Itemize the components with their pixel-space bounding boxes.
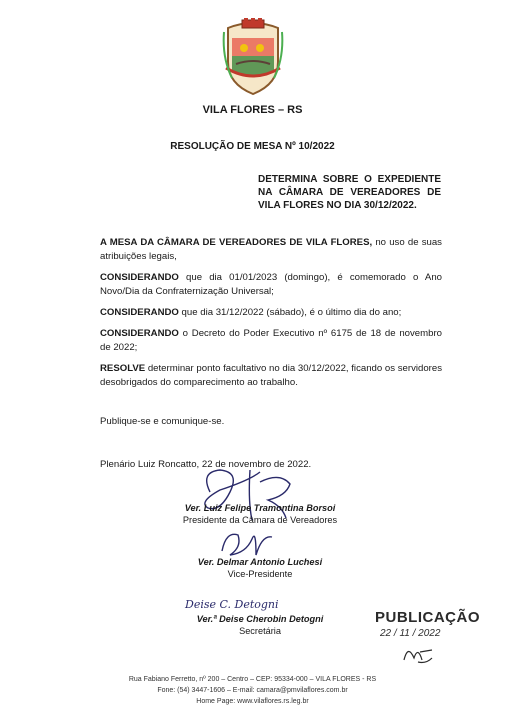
signature-block-secretary <box>150 613 370 637</box>
considerando-paragraph-2 <box>100 306 442 320</box>
considerando-label: CONSIDERANDO <box>100 307 179 318</box>
considerando-text: que dia 01/01/2023 (domingo), é comemorado o Ano Novo/Dia da Confraternização Universal; <box>100 272 442 297</box>
preamble-paragraph <box>100 236 442 264</box>
preamble-bold: A MESA DA CÂMARA DE VEREADORES DE VILA FLORES, <box>100 237 373 248</box>
resolution-title: RESOLUÇÃO DE MESA Nº 10/2022 <box>170 141 335 152</box>
preamble-text: no uso de suas atribuições legais, <box>100 237 442 262</box>
signature-block-president <box>150 502 370 526</box>
signatory-role: Vice-Presidente <box>227 569 293 579</box>
signature-handwriting-secretary: Deise C. Detogni <box>185 598 279 611</box>
signatory-role: Presidente da Câmara de Vereadores <box>182 515 338 525</box>
dateline: Plenário Luiz Roncatto, 22 de novembro de 2022. <box>100 459 312 470</box>
coat-of-arms-icon <box>222 18 284 96</box>
considerando-paragraph-1 <box>100 271 442 299</box>
footer-homepage: Home Page: www.vilaflores.rs.leg.br <box>196 698 309 705</box>
publication-stamp: PUBLICAÇÃO <box>375 609 480 626</box>
signatory-name: Ver.ª Deise Cherobin Detogni <box>196 614 324 624</box>
resolve-text: determinar ponto facultativo no dia 30/12/2022, ficando os servidores desobrigados do comparecimento ao trabalho. <box>100 363 442 388</box>
signature-block-vice-president <box>150 556 370 580</box>
signatory-name: Ver. Luiz Felipe Tramontina Borsoi <box>184 503 336 513</box>
publication-stamp-date: 22 / 11 / 2022 <box>380 628 441 639</box>
considerando-label: CONSIDERANDO <box>100 272 179 283</box>
signatory-role: Secretária <box>239 626 281 636</box>
footer-address: Rua Fabiano Ferretto, nº 200 – Centro – CEP: 95334-000 – VILA FLORES - RS <box>128 676 377 683</box>
page-footer <box>0 674 505 707</box>
resolve-label: RESOLVE <box>100 363 146 374</box>
stamp-initials-scribble <box>400 640 436 666</box>
resolution-body <box>100 236 442 397</box>
signatory-name: Ver. Delmar Antonio Luchesi <box>197 557 323 567</box>
considerando-paragraph-3 <box>100 327 442 355</box>
closing-line: Publique-se e comunique-se. <box>100 416 225 427</box>
considerando-text: que dia 31/12/2022 (sábado), é o último dia do ano; <box>178 307 402 318</box>
city-heading: VILA FLORES – RS <box>202 104 303 116</box>
considerando-label: CONSIDERANDO <box>100 328 179 339</box>
resolution-summary: DETERMINA SOBRE O EXPEDIENTE NA CÂMARA DE VEREADORES DE VILA FLORES NO DIA 30/12/2022. <box>258 174 441 211</box>
resolve-paragraph <box>100 362 442 390</box>
footer-contact: Fone: (54) 3447-1606 – E-mail: camara@pmvilaflores.com.br <box>157 687 348 694</box>
considerando-text: o Decreto do Poder Executivo nº 6175 de 18 de novembro de 2022; <box>100 328 442 353</box>
